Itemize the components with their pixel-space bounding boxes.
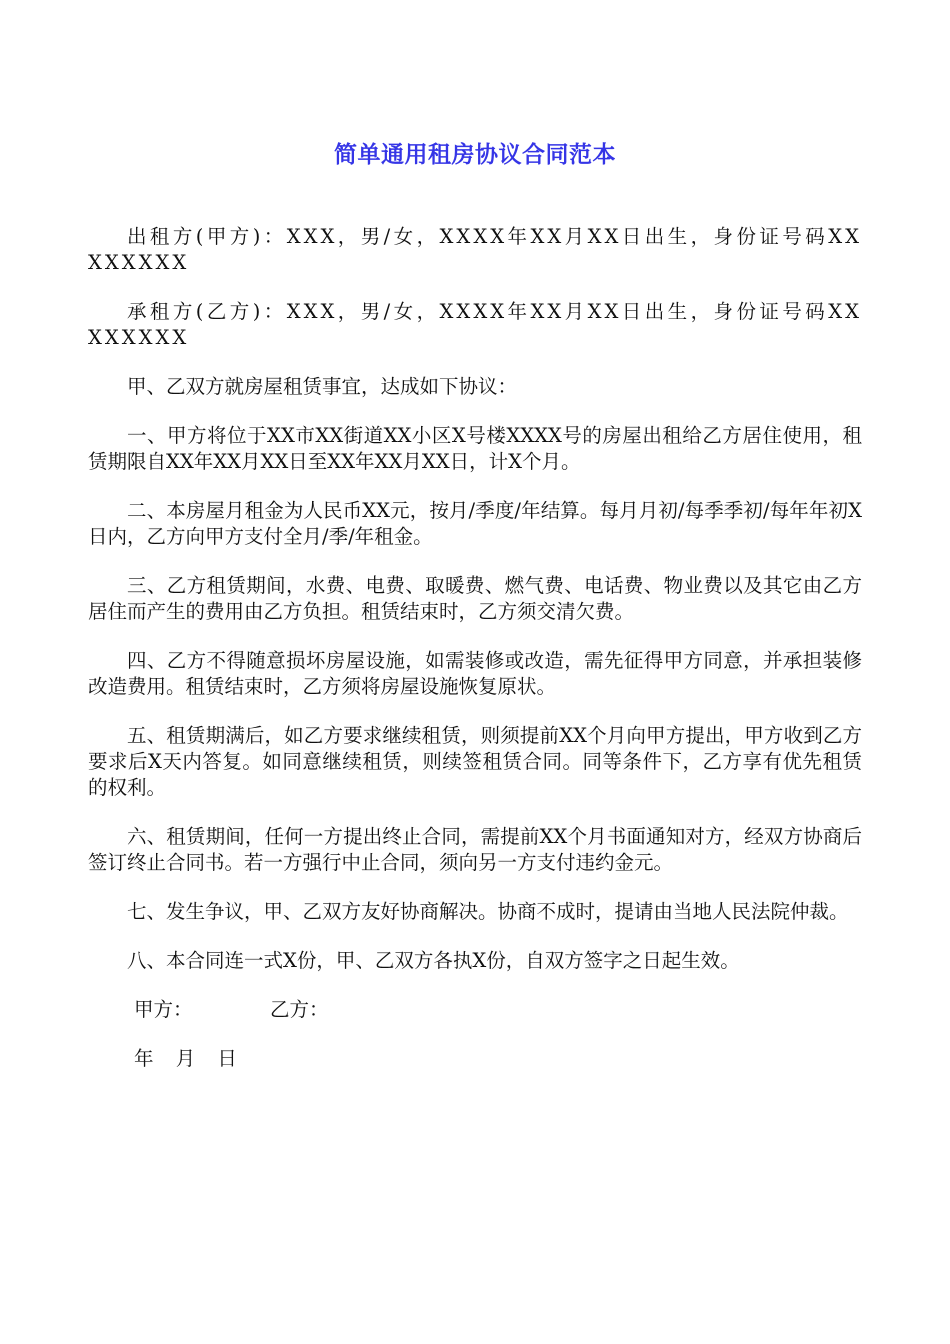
clause-2-paragraph: 二、本房屋月租金为人民币XX元，按月/季度/年结算。每月月初/每季季初/每年年初X日内，乙方向甲方支付全月/季/年租金。	[88, 499, 862, 548]
clause-4-paragraph: 四、乙方不得随意损坏房屋设施，如需装修或改造，需先征得甲方同意，并承担装修改造费用。租赁结束时，乙方须将房屋设施恢复原状。	[88, 649, 862, 698]
clause-6-paragraph: 六、租赁期间，任何一方提出终止合同，需提前XX个月书面通知对方，经双方协商后签订终止合同书。若一方强行中止合同，须向另一方支付违约金元。	[88, 825, 862, 874]
document-body	[88, 224, 862, 1072]
clause-8-paragraph: 八、本合同连一式X份，甲、乙双方各执X份，自双方签字之日起生效。	[127, 949, 740, 972]
date-line: 年 月 日	[134, 1047, 245, 1070]
clause-1-paragraph: 一、甲方将位于XX市XX街道XX小区X号楼XXXX号的房屋出租给乙方居住使用，租赁期限自XX年XX月XX日至XX年XX月XX日，计X个月。	[88, 424, 862, 473]
date-row	[88, 1046, 862, 1072]
document-title: 简单通用租房协议合同范本	[334, 142, 616, 168]
clause-5-paragraph: 五、租赁期满后，如乙方要求继续租赁，则须提前XX个月向甲方提出，甲方收到乙方要求后X天内答复。如同意继续租赁，则续签租赁合同。同等条件下，乙方享有优先租赁的权利。	[88, 724, 862, 799]
lessee-info-paragraph: 承租方(乙方)：XXX，男/女，XXXX年XX月XX日出生，身份证号码XXXXXXXX	[88, 300, 862, 349]
party-a-signature-label: 甲方：	[134, 998, 193, 1021]
lessor-info-paragraph: 出租方(甲方)：XXX，男/女，XXXX年XX月XX日出生，身份证号码XXXXXXXX	[88, 225, 862, 274]
party-b-signature-label: 乙方：	[270, 998, 329, 1021]
clause-3-paragraph: 三、乙方租赁期间，水费、电费、取暖费、燃气费、电话费、物业费以及其它由乙方居住而产生的费用由乙方负担。租赁结束时，乙方须交清欠费。	[88, 574, 862, 623]
signature-row	[88, 997, 862, 1023]
agreement-intro-paragraph: 甲、乙双方就房屋租赁事宜，达成如下协议：	[127, 375, 518, 398]
clause-7-paragraph: 七、发生争议，甲、乙双方友好协商解决。协商不成时，提请由当地人民法院仲裁。	[127, 900, 849, 923]
